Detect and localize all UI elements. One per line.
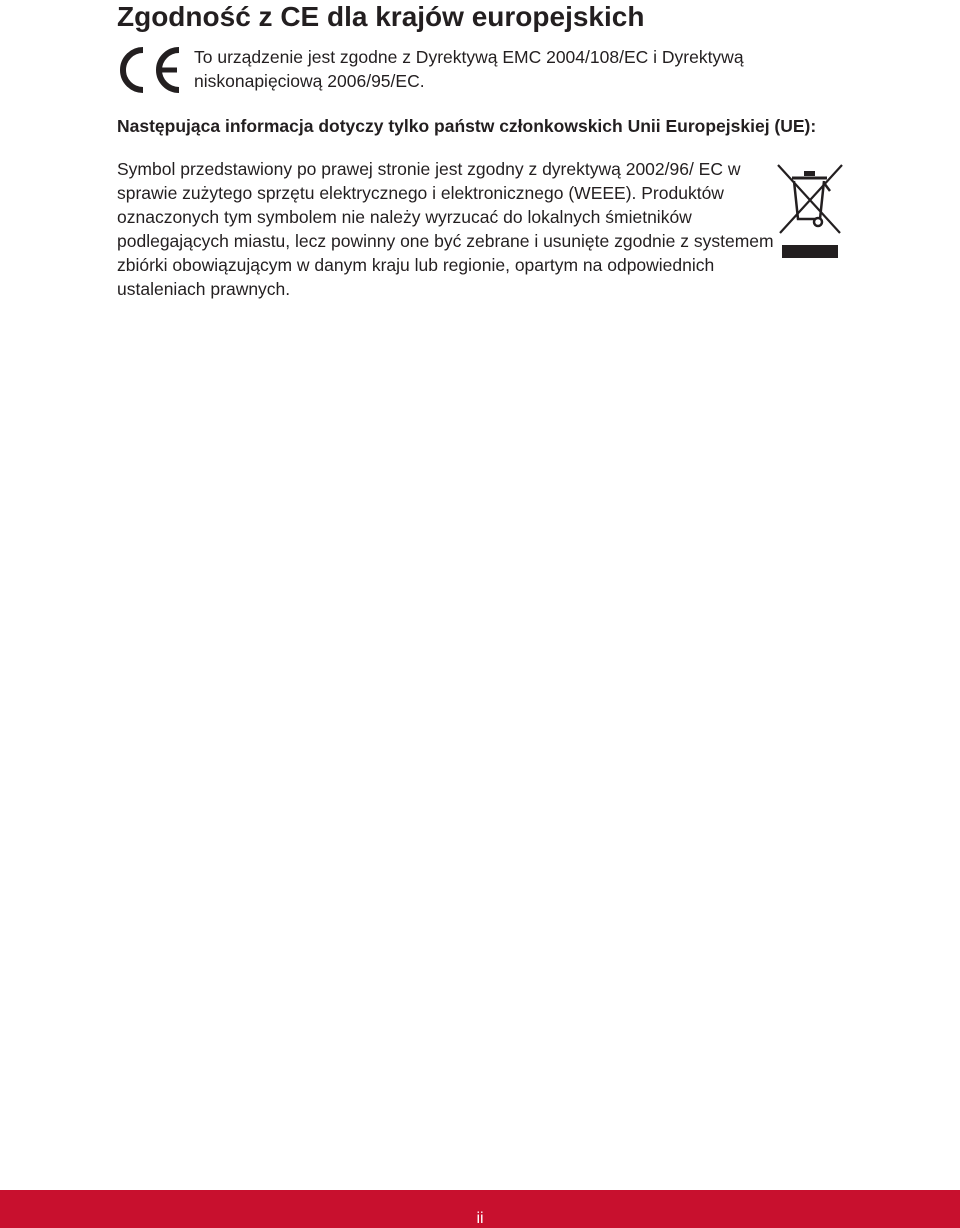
ce-compliance-statement: To urządzenie jest zgodne z Dyrektywą EMC 2004/108/EC i Dyrektywą niskonapięciową 2006/95/EC. xyxy=(194,47,744,91)
page-number: ii xyxy=(476,1210,484,1227)
page-title: Zgodność z CE dla krajów europejskich xyxy=(117,1,645,32)
ce-mark-icon xyxy=(115,46,183,94)
weee-paragraph: Symbol przedstawiony po prawej stronie jest zgodny z dyrektywą 2002/96/ EC w sprawie zużytego sprzętu elektrycznego i elektronicznego (WEEE). Produktów oznaczonych tym symbolem nie należy wyrzucać do lokalnych śmietników podlegających miastu, lecz powinny one być zebrane i usunięte zgodnie z systemem zbiórki obowiązującym w danym kraju lub regionie, opartym na odpowiednich ustaleniach prawnych. xyxy=(117,159,774,299)
crossed-out-wheelie-bin-icon xyxy=(774,161,846,261)
eu-section-heading: Następująca informacja dotyczy tylko państw członkowskich Unii Europejskiej (UE): xyxy=(117,116,817,136)
